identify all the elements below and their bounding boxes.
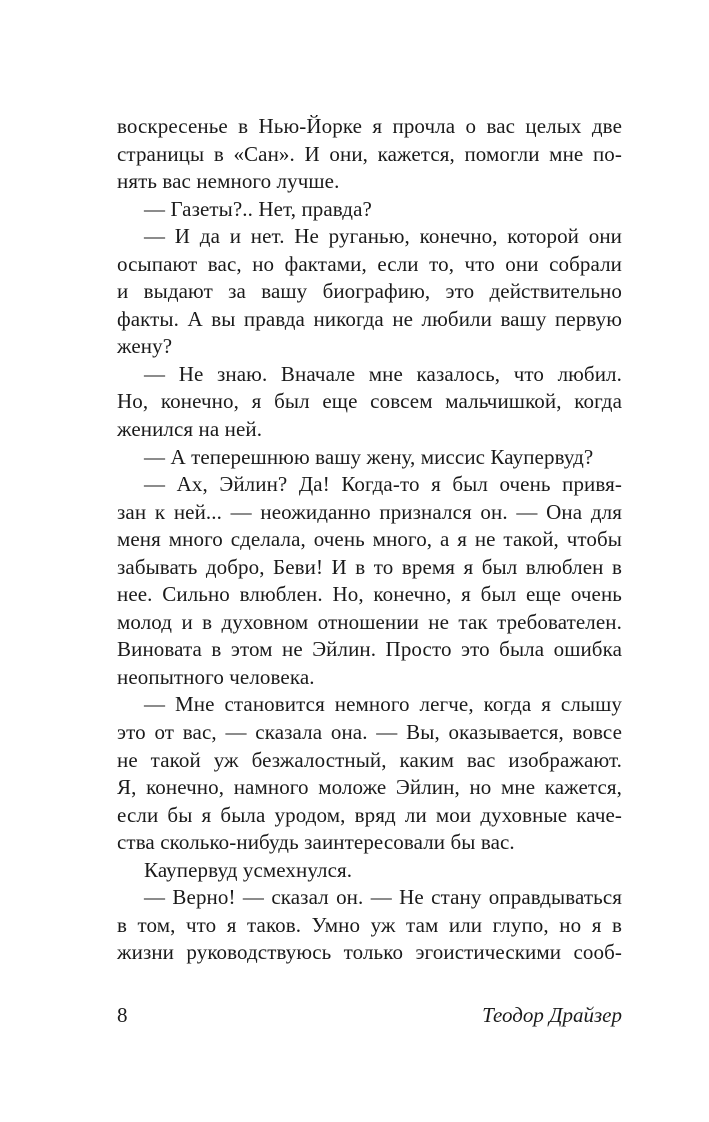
running-author: Теодор Драйзер <box>482 1003 622 1027</box>
text-line: — Ах, Эйлин? Да! Когда-то я был очень привя- <box>144 472 622 497</box>
text-line: — Верно! — сказал он. — Не стану оправдываться <box>144 885 622 910</box>
text-line: если бы я была уродом, вряд ли мои духовные каче- <box>117 802 622 827</box>
text-line: зан к ней... — неожиданно признался он. — Она для <box>117 499 622 524</box>
text-line: жизни руководствуюсь только эгоистическими сооб- <box>117 940 622 965</box>
text-line: Но, конечно, я был еще совсем мальчишкой, когда <box>117 389 622 414</box>
text-line: нее. Сильно влюблен. Но, конечно, я был еще очень <box>117 582 622 607</box>
text-line: в том, что я таков. Умно уж там или глупо, но я в <box>117 912 622 937</box>
text-line: факты. А вы правда никогда не любили вашу первую <box>117 306 622 331</box>
text-line: забывать добро, Беви! И в то время я был влюблен в <box>117 554 622 579</box>
text-line: — А теперешнюю вашу жену, миссис Каупервуд? <box>144 444 594 469</box>
page-footer <box>117 1001 622 1029</box>
text-line: неопытного человека. <box>117 664 315 689</box>
text-line: не такой уж безжалостный, каким вас изображают. <box>117 747 622 772</box>
text-line: — Газеты?.. Нет, правда? <box>144 196 372 221</box>
text-line: жену? <box>117 334 173 359</box>
text-line: женился на ней. <box>117 417 263 442</box>
text-line: нять вас немного лучше. <box>117 169 340 194</box>
text-line: Каупервуд усмехнулся. <box>144 857 353 882</box>
text-line: это от вас, — сказала она. — Вы, оказывается, вовсе <box>117 720 622 745</box>
text-line: воскресенье в Нью-Йорке я прочла о вас целых две <box>117 114 622 138</box>
text-line: меня много сделала, очень много, а я не такой, чтобы <box>117 527 622 552</box>
text-line: Виновата в этом не Эйлин. Просто это была ошибка <box>117 637 622 662</box>
text-line: — Не знаю. Вначале мне казалось, что любил. <box>144 361 622 386</box>
text-line: осыпают вас, но фактами, если то, что они собрали <box>117 251 622 276</box>
text-line: и выдают за вашу биографию, это действительно <box>117 279 622 304</box>
text-line: Я, конечно, намного моложе Эйлин, но мне кажется, <box>117 775 622 800</box>
text-line: — И да и нет. Не руганью, конечно, которой они <box>144 224 622 249</box>
text-line: ства сколько-нибудь заинтересовали бы вас. <box>117 830 515 855</box>
body-text <box>117 113 622 967</box>
text-line: — Мне становится немного легче, когда я слышу <box>144 692 622 717</box>
text-line: молод и в духовном отношении не так требователен. <box>117 609 622 634</box>
page-number: 8 <box>117 1003 128 1027</box>
text-line: страницы в «Сан». И они, кажется, помогли мне по- <box>117 141 622 166</box>
